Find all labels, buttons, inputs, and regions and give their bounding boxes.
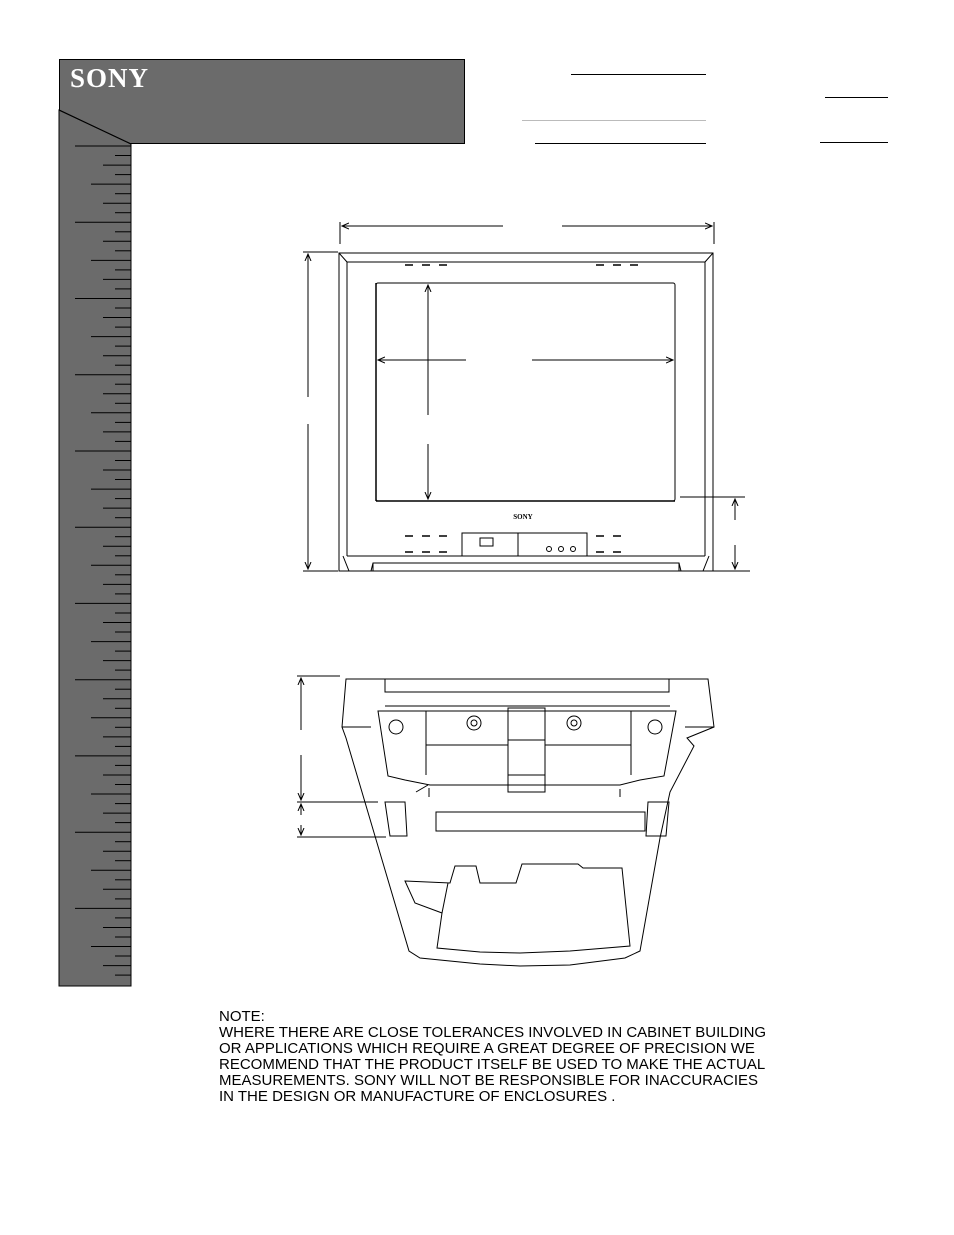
tv-cabinet [339, 253, 713, 571]
screw-left [467, 716, 481, 730]
note-line-1: WHERE THERE ARE CLOSE TOLERANCES INVOLVED IN CABINET BUILDING [219, 1024, 767, 1041]
control-panel [462, 533, 587, 556]
tv-badge-logo: SONY [513, 513, 533, 521]
note-heading: NOTE: [219, 1008, 265, 1025]
note-line-4: MEASUREMENTS. SONY WILL NOT BE RESPONSIBLE FOR INACCURACIES [219, 1072, 758, 1089]
note-block [219, 1009, 839, 1105]
tv-body-outline [342, 679, 714, 966]
rear-housing [405, 864, 630, 953]
mount-hole-right [648, 720, 662, 734]
note-line-3: RECOMMEND THAT THE PRODUCT ITSELF BE USED TO MAKE THE ACTUAL [219, 1056, 766, 1073]
mount-hole-left [389, 720, 403, 734]
foot-left [385, 802, 407, 836]
vent-slot [436, 812, 645, 831]
note-line-5: IN THE DESIGN OR MANUFACTURE OF ENCLOSURES . [219, 1088, 616, 1105]
foot-right [646, 802, 669, 836]
control-knob-2 [559, 547, 564, 552]
tv-screen [376, 283, 675, 501]
brand-logo: SONY [70, 63, 150, 93]
control-knob-1 [547, 547, 552, 552]
power-button [480, 538, 493, 546]
control-knob-3 [571, 547, 576, 552]
tv-bottom-view [297, 676, 714, 966]
note-line-2: OR APPLICATIONS WHICH REQUIRE A GREAT DEGREE OF PRECISION WE [219, 1040, 755, 1057]
screw-right [567, 716, 581, 730]
